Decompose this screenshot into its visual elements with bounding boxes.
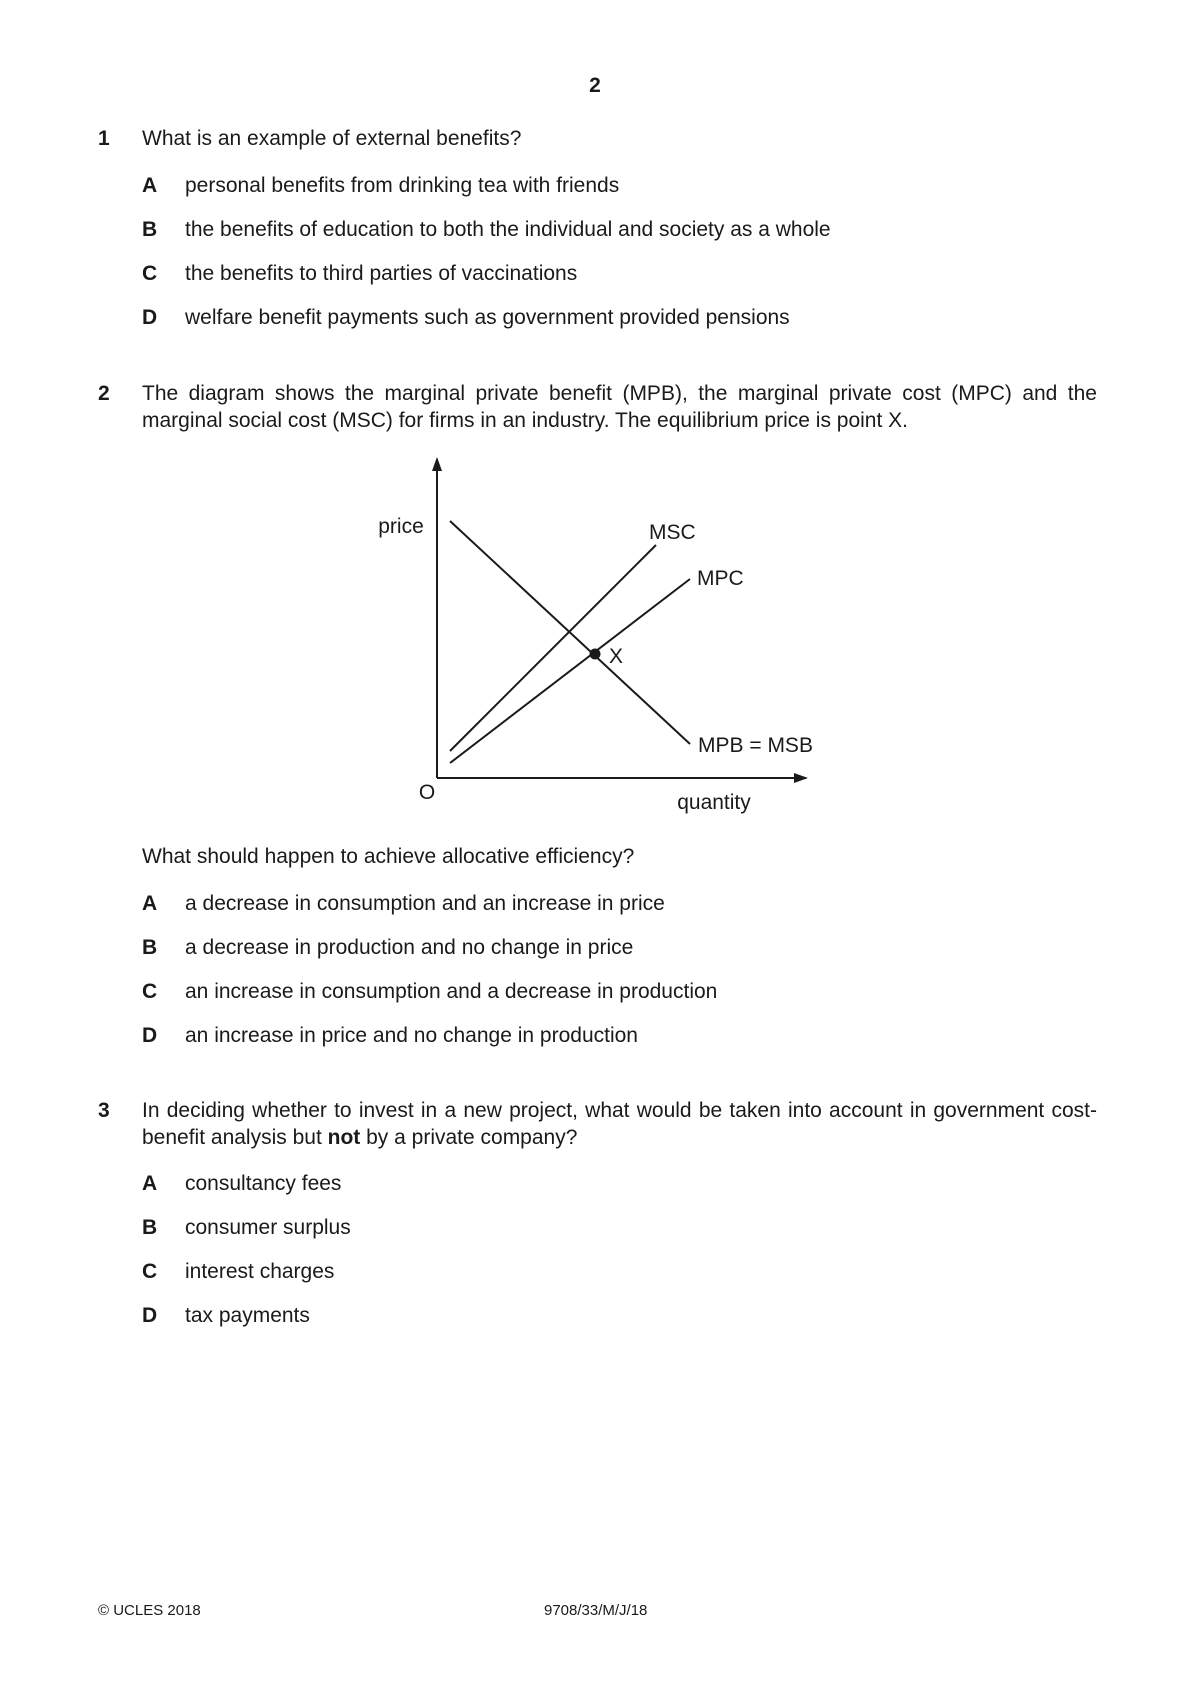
- msc-label: MSC: [649, 521, 696, 544]
- option-c: [142, 1258, 1097, 1302]
- msc-curve: [450, 545, 656, 751]
- mpb-msb-label: MPB = MSB: [698, 734, 813, 757]
- option-letter: B: [142, 1216, 158, 1239]
- question-number: 1: [98, 127, 110, 150]
- stem-text: In deciding whether to invest in a new project, what would be taken into account in government cost-benefit analysis but: [142, 1099, 1097, 1149]
- stem-emphasis: not: [327, 1126, 361, 1149]
- answer-options: [142, 890, 1097, 1066]
- option-letter: A: [142, 1172, 158, 1195]
- option-a: [142, 172, 1097, 216]
- option-d: [142, 304, 1097, 348]
- question-number: 3: [98, 1099, 110, 1122]
- option-text: an increase in price and no change in production: [185, 1024, 638, 1047]
- origin-label: O: [418, 781, 436, 804]
- option-letter: B: [142, 218, 158, 241]
- mpc-curve: [450, 579, 690, 763]
- option-letter: B: [142, 936, 158, 959]
- page-number: 2: [589, 74, 601, 97]
- option-letter: C: [142, 262, 158, 285]
- option-b: [142, 216, 1097, 260]
- option-letter: D: [142, 306, 158, 329]
- option-text: a decrease in production and no change in price: [185, 936, 634, 959]
- option-letter: D: [142, 1304, 158, 1327]
- question-followup: What should happen to achieve allocative efficiency?: [142, 845, 635, 868]
- option-text: personal benefits from drinking tea with friends: [185, 174, 620, 197]
- answer-options: [142, 1170, 1097, 1346]
- option-c: [142, 260, 1097, 304]
- answer-options: [142, 172, 1097, 348]
- option-c: [142, 978, 1097, 1022]
- option-text: consumer surplus: [185, 1216, 351, 1239]
- mpc-label: MPC: [697, 567, 744, 590]
- option-text: the benefits of education to both the individual and society as a whole: [185, 218, 831, 241]
- economics-diagram: [0, 440, 1190, 840]
- option-letter: C: [142, 1260, 158, 1283]
- option-text: tax payments: [185, 1304, 310, 1327]
- option-text: a decrease in consumption and an increase in price: [185, 892, 665, 915]
- option-b: [142, 934, 1097, 978]
- option-a: [142, 1170, 1097, 1214]
- question-stem: [142, 1097, 1097, 1151]
- option-text: the benefits to third parties of vaccinations: [185, 262, 578, 285]
- question-number: 2: [98, 382, 110, 405]
- point-x-label: X: [609, 645, 624, 668]
- footer-copyright: © UCLES 2018: [98, 1602, 201, 1619]
- option-b: [142, 1214, 1097, 1258]
- footer-paper-code: 9708/33/M/J/18: [544, 1602, 648, 1619]
- option-text: welfare benefit payments such as government provided pensions: [185, 306, 790, 329]
- option-letter: A: [142, 892, 158, 915]
- question-stem: The diagram shows the marginal private benefit (MPB), the marginal private cost (MPC) and the marginal social cost (MSC) for firms in an industry. The equilibrium price is point X.: [142, 382, 1097, 432]
- mpb-msb-curve: [450, 521, 690, 744]
- option-letter: C: [142, 980, 158, 1003]
- option-d: [142, 1302, 1097, 1346]
- option-a: [142, 890, 1097, 934]
- option-d: [142, 1022, 1097, 1066]
- stem-text: by a private company?: [360, 1126, 578, 1149]
- question-stem: What is an example of external benefits?: [142, 127, 522, 150]
- option-text: an increase in consumption and a decrease in production: [185, 980, 718, 1003]
- option-text: interest charges: [185, 1260, 335, 1283]
- option-text: consultancy fees: [185, 1172, 342, 1195]
- y-axis-label: price: [378, 515, 424, 538]
- option-letter: A: [142, 174, 158, 197]
- equilibrium-point: [590, 649, 601, 660]
- x-axis-label: quantity: [677, 791, 751, 814]
- option-letter: D: [142, 1024, 158, 1047]
